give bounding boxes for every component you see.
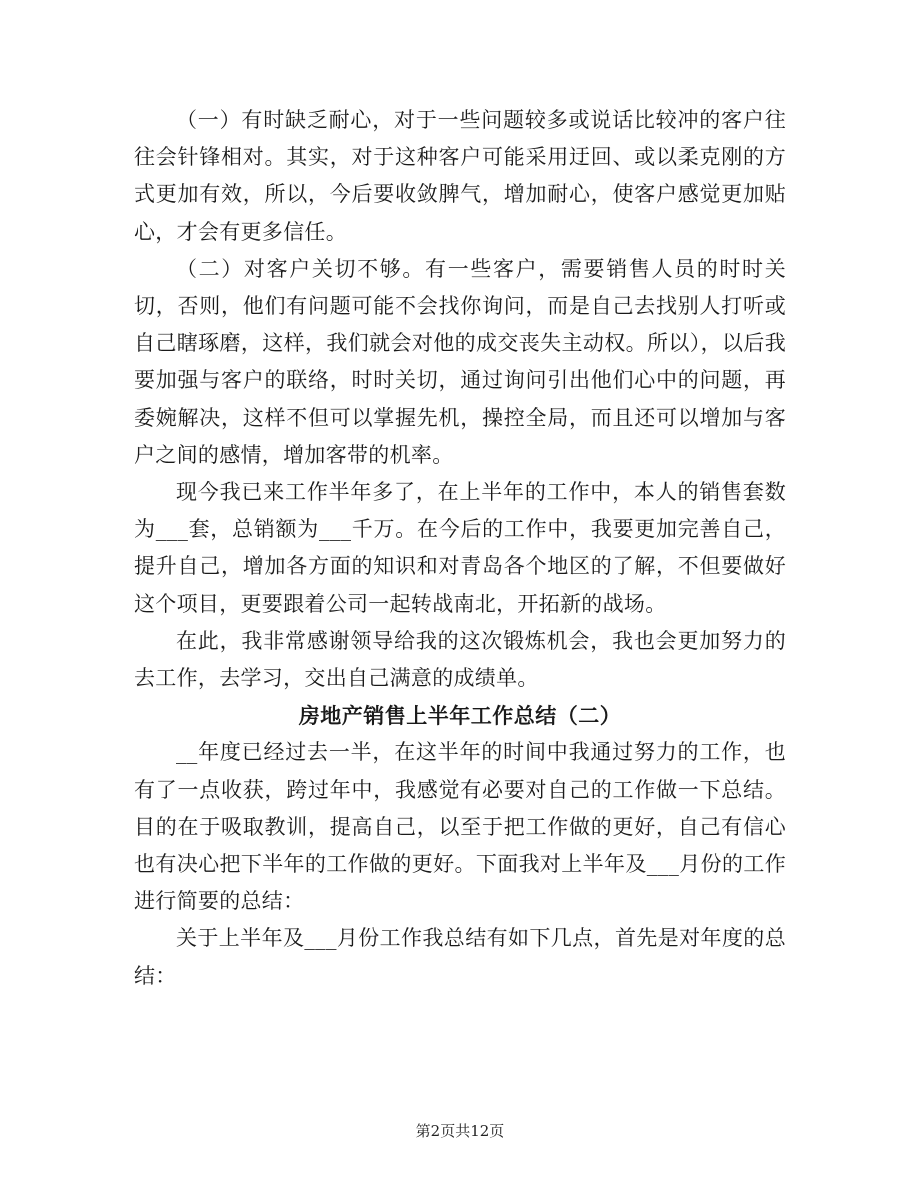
paragraph-customer-care: （二）对客户关切不够。有一些客户，需要销售人员的时时关切，否则，他们有问题可能不会找你询问，而是自己去找别人打听或自己瞎琢磨，这样，我们就会对他的成交丧失主动权。所以），以后我要加强与客户的联络，时时关切，通过询问引出他们心中的问题，再委婉解决，这样不但可以掌握先机，操控全局，而且还可以增加与客户之间的感情，增加客带的机率。	[134, 256, 786, 467]
paragraph-impatience: （一）有时缺乏耐心，对于一些问题较多或说话比较冲的客户往往会针锋相对。其实，对于这种客户可能采用迂回、或以柔克刚的方式更加有效，所以，今后要收敛脾气，增加耐心，使客户感觉更加贴心，才会有更多信任。	[134, 108, 786, 244]
paragraph-thanks: 在此，我非常感谢领导给我的这次锻炼机会，我也会更加努力的去工作，去学习，交出自己满意的成绩单。	[134, 628, 786, 691]
section-title: 房地产销售上半年工作总结（二）	[298, 703, 622, 729]
paragraph-summary-points: 关于上半年及___月份工作我总结有如下几点，首先是对年度的总结：	[134, 926, 786, 988]
paragraph-half-year-intro: __年度已经过去一半，在这半年的时间中我通过努力的工作，也有了一点收获，跨过年中，我感觉有必要对自己的工作做一下总结。目的在于吸取教训，提高自己，以至于把工作做的更好，自己有信心也有决心把下半年的工作做的更好。下面我对上半年及___月份的工作进行简要的总结：	[134, 740, 786, 914]
paragraph-sales-results: 现今我已来工作半年多了，在上半年的工作中，本人的销售套数为___套，总销额为___千万。在今后的工作中，我要更加完善自己，提升自己，增加各方面的知识和对青岛各个地区的了解，不但要做好这个项目，更要跟着公司一起转战南北，开拓新的战场。	[134, 480, 786, 616]
document-body	[134, 102, 786, 995]
page-number-footer: 第2页共12页	[415, 1122, 505, 1140]
